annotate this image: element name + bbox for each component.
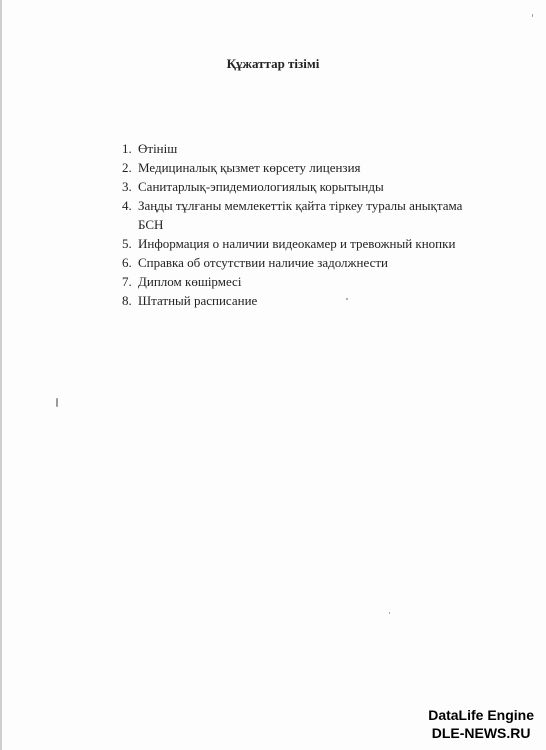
list-item-number: 3.	[122, 179, 132, 194]
list-item	[122, 234, 512, 253]
list-item	[122, 272, 512, 291]
watermark	[428, 706, 534, 742]
list-item	[122, 158, 512, 177]
list-item-text: Санитарлық-эпидемиологиялық корытынды	[138, 179, 384, 194]
list-item-number: 1.	[122, 141, 132, 156]
list-item	[122, 196, 512, 234]
list-item-text: Медициналық қызмет көрсету лицензия	[138, 160, 361, 175]
list-item-number: 8.	[122, 293, 132, 308]
scan-speck	[56, 398, 58, 407]
document-list	[122, 139, 512, 310]
list-item-number: 7.	[122, 274, 132, 289]
document-title: Құжаттар тізімі	[226, 56, 320, 71]
list-item-text: Диплом көшірмесі	[138, 274, 242, 289]
list-item	[122, 177, 512, 196]
list-item-number: 6.	[122, 255, 132, 270]
scan-edge	[0, 0, 2, 750]
list-item-continuation: БСН	[138, 217, 164, 232]
scan-speck	[532, 14, 533, 17]
watermark-line-2: DLE-NEWS.RU	[431, 725, 531, 741]
list-item	[122, 291, 512, 310]
list-item-number: 5.	[122, 236, 132, 251]
list-item-text-wrapper	[138, 196, 512, 234]
list-item	[122, 253, 512, 272]
scan-speck	[389, 612, 390, 614]
list-item-text: Справка об отсутствии наличие задолжнести	[138, 255, 388, 270]
watermark-line-1: DataLife Engine	[428, 707, 534, 723]
list-item-text: Информация о наличии видеокамер и тревожный кнопки	[138, 236, 456, 251]
list-item-text: Өтініш	[138, 141, 178, 156]
list-item-number: 4.	[122, 198, 132, 213]
list-item-number: 2.	[122, 160, 132, 175]
list-item	[122, 139, 512, 158]
list-item-text: Заңды тұлғаны мемлекеттік қайта тіркеу туралы анықтама	[138, 198, 463, 213]
scan-speck	[346, 298, 348, 300]
list-item-text: Штатный расписание	[138, 293, 258, 308]
